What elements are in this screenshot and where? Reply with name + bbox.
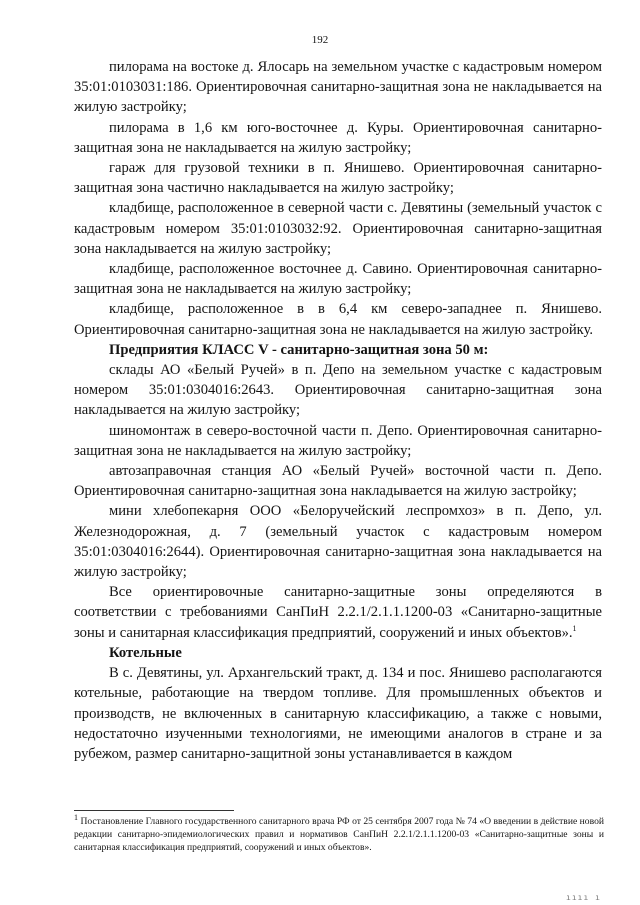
paragraph-cemetery-devyatiny: кладбище, расположенное в северной части с. Девятины (земельный участок с кадастровым номером 35:01:0103032:92. Ориентировочная санитарно-защитная зона накладывается на жилую застройку;	[74, 200, 602, 257]
paragraph-sawmill-kury: пилорама в 1,6 км юго-восточнее д. Куры. Ориентировочная санитарно-защитная зона не накладывается на жилую застройку;	[74, 119, 602, 156]
paragraph-cemetery-savino: кладбище, расположенное восточнее д. Савино. Ориентировочная санитарно-защитная зона не накладывается на жилую застройку;	[74, 261, 602, 298]
paragraph-bakery-depo: мини хлебопекарня ООО «Белоручейский леспромхоз» в п. Депо, ул. Железнодорожная, д. 7 (земельный участок с кадастровым номером 35:01:0304016:2644). Ориентировочная санитарно-защитная зона накладывается на жилую застройку;	[74, 503, 602, 581]
page-body	[74, 57, 602, 764]
paragraph-sawmill-yalosar: пилорама на востоке д. Ялосарь на земельном участке с кадастровым номером 35:01:0103031:186. Ориентировочная санитарно-защитная зона не накладывается на жилую застройку;	[74, 59, 602, 116]
footnote-reference[interactable]: 1	[572, 623, 577, 633]
paragraph-gas-station-depo: автозаправочная станция АО «Белый Ручей» восточной части п. Депо. Ориентировочная санитарно-защитная зона накладывается на жилую застройку;	[74, 463, 602, 500]
summary-text: Все ориентировочные санитарно-защитные зоны определяются в соответствии с требованиями СанПиН 2.2.1/2.1.1.1200-03 «Санитарно-защитные зоны и санитарная классификация предприятий, сооружений и иных объектов».	[74, 584, 602, 641]
footnote-divider	[74, 810, 234, 811]
footnote-number: 1	[74, 812, 78, 822]
paragraph-boilers: В с. Девятины, ул. Архангельский тракт, д. 134 и пос. Янишево располагаются котельные, работающие на твердом топливе. Для промышленных объектов и производств, не включенных в санитарную классификацию, а также с новыми, недостаточно изученными технологиями, не имеющими аналогов в стране и за рубежом, размер санитарно-защитной зоны устанавливается в каждом	[74, 665, 602, 762]
paragraph-warehouses-depo: склады АО «Белый Ручей» в п. Депо на земельном участке с кадастровым номером 35:01:0304016:2643. Ориентировочная санитарно-защитная зона накладывается на жилую застройку;	[74, 362, 602, 419]
paragraph-tire-service-depo: шиномонтаж в северо-восточной части п. Депо. Ориентировочная санитарно-защитная зона не накладывается на жилую застройку;	[74, 422, 602, 459]
scan-mark: ıııı ı	[566, 893, 601, 902]
paragraph-cemetery-yanishevo: кладбище, расположенное в в 6,4 км северо-западнее п. Янишево. Ориентировочная санитарно-защитная зона не накладывается на жилую застройку.	[74, 301, 602, 338]
footnote	[74, 812, 604, 854]
heading-class-5: Предприятия КЛАСС V - санитарно-защитная зона 50 м:	[109, 341, 489, 358]
heading-boilers: Котельные	[109, 644, 182, 661]
page-number: 192	[311, 34, 329, 46]
footnote-text: Постановление Главного государственного санитарного врача РФ от 25 сентября 2007 года № 74 «О введении в действие новой редакции санитарно-эпидемиологических правил и нормативов СанПиН 2.2.1/2.1.1.1200-03 «Санитарно-защитные зоны и санитарная классификация предприятий, сооружений и иных объектов».	[74, 816, 604, 853]
paragraph-garage-yanishevo: гараж для грузовой техники в п. Янишево. Ориентировочная санитарно-защитная зона частично накладывается на жилую застройку;	[74, 160, 602, 197]
paragraph-summary	[74, 582, 602, 643]
